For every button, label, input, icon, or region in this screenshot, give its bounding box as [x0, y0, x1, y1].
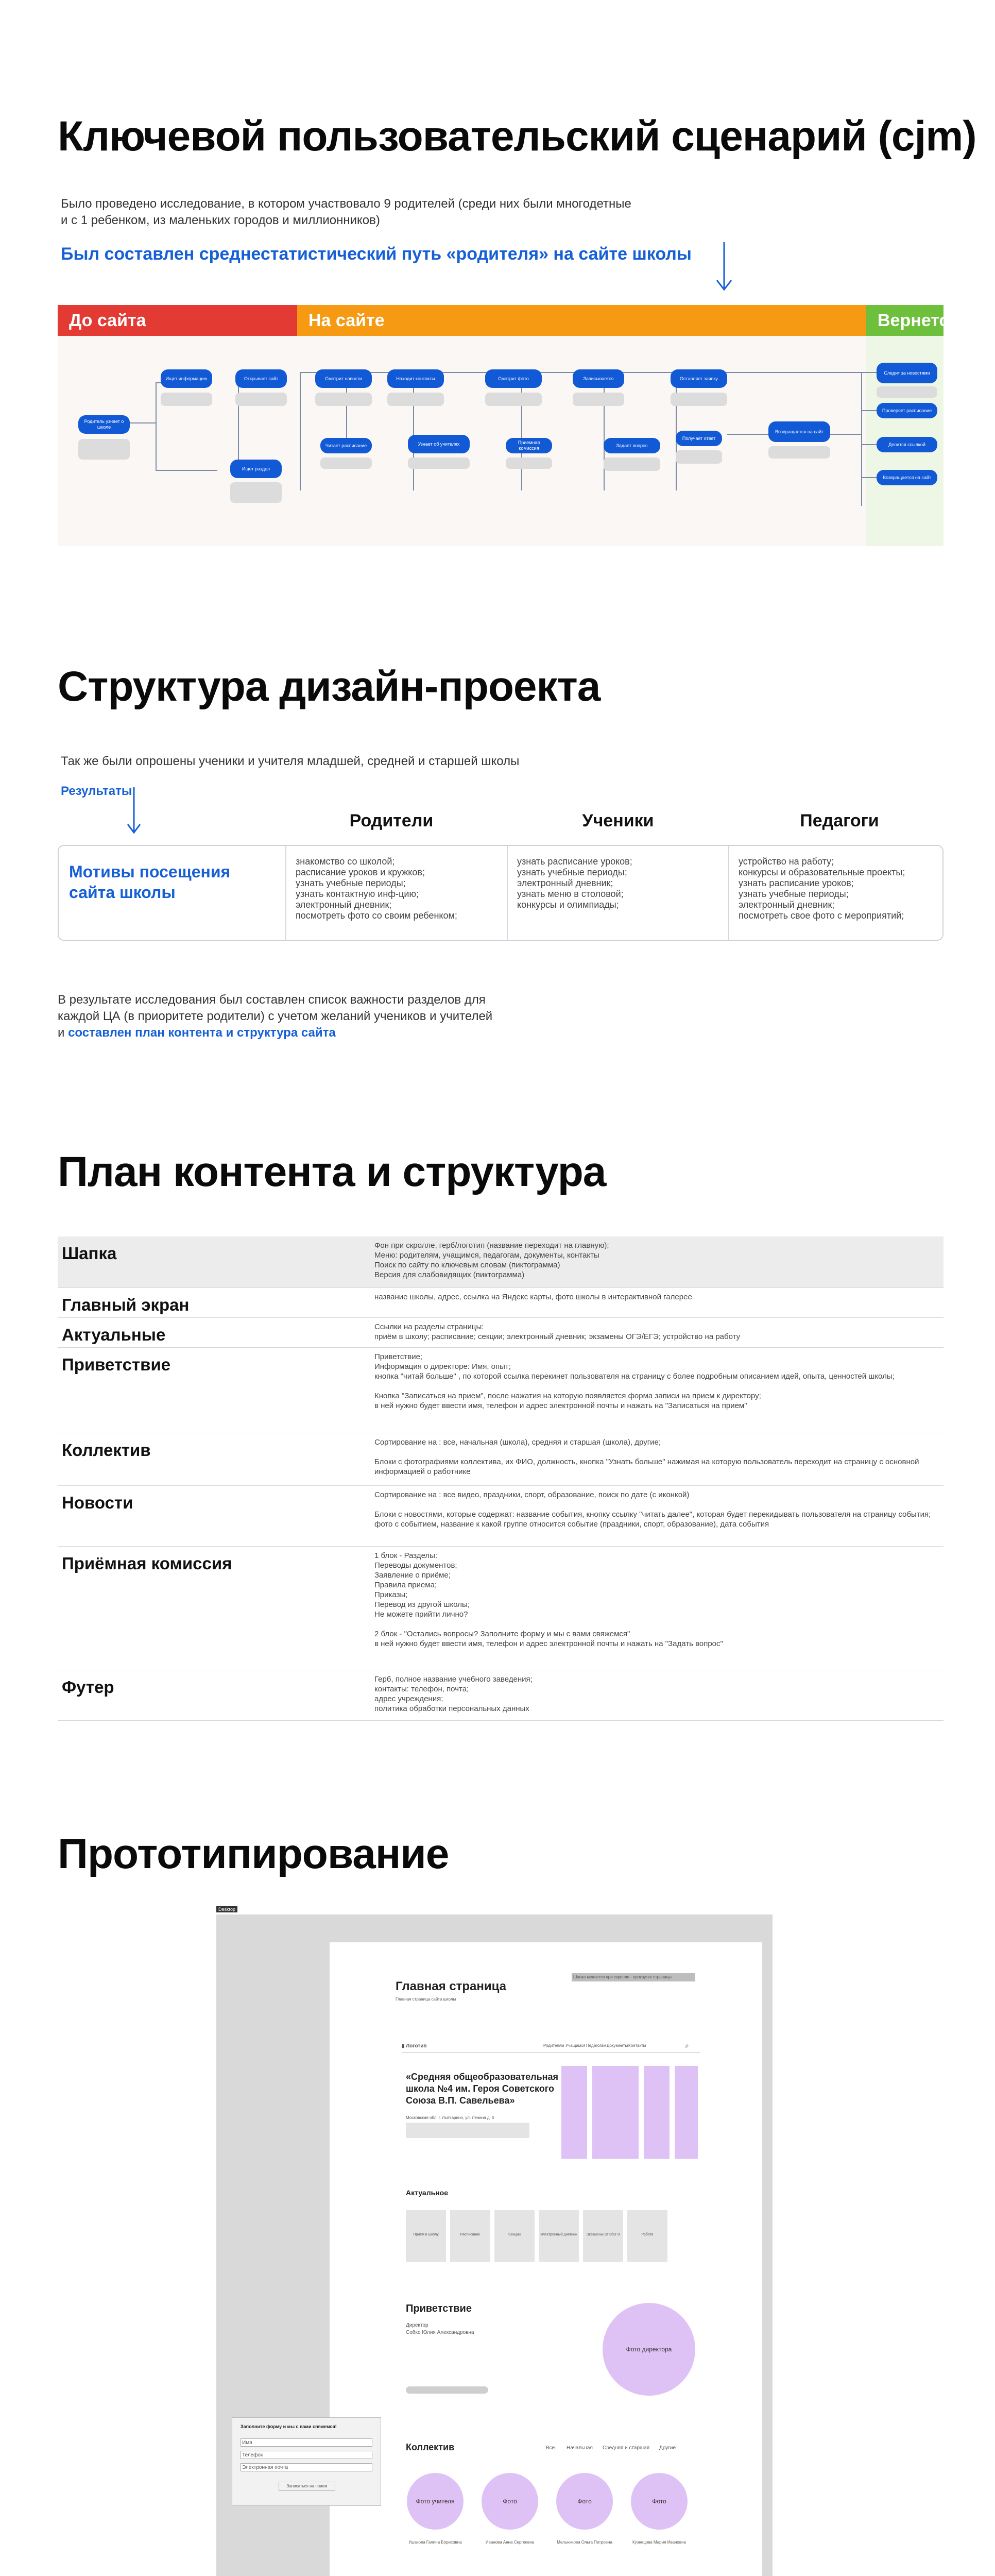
- motives-row-label: Мотивы посещения сайта школы: [69, 862, 231, 902]
- arrow-down-icon: [714, 242, 734, 292]
- appointment-button[interactable]: [406, 2386, 488, 2394]
- content-row: Новости Сортирование на : все видео, праздники, спорт, образование, поиск по дате (с иконкой) Блоки с новостями, которые содержат: название события, кнопку ссылку "читать далее", которая будет перекидывать пользователя на страницу события; фото с событием, название к какой группе относится событие (праздники, спорт, образование), дата события: [58, 1486, 943, 1547]
- prototype-page: Главная страница Главная страница сайта школы Шапка меняется при скролле - прокрутке страницы ▮ Логотип Родителям Учащимся Педагогам Документы Контакты ⌕ «Средняя общеобразовательная школа №4 им. Героя Советского Союза В.П. Савельева» Московская обл. г. Лыткарино, ул. Ленина д. 5 Актуальное Приём в школу Расписание Секции Электронный дневник Экзамены ОГЭ/ЕГЭ Работа Приветствие Директор Собко Юлия Александровна Фото директора Коллектив Все Начальная Средняя и старшая Другие Фото учителя Фото Фото Фото Ушакова Галина Борисовна Иванова Анна Сергеевна Мельникова Ольга Петровна Кузнецова Мария Ивановна: [330, 1942, 762, 2576]
- content-row: Футер Герб, полное название учебного заведения; контакты: телефон, почта; адрес учреждения; политика обработки персональных данных: [58, 1670, 943, 1721]
- cjm-node: Ищет информацию: [161, 369, 212, 388]
- content-row: Приветствие Приветствие; Информация о директоре: Имя, опыт; кнопка "читай больше" , по которой ссылка перекинет пользователя на страницу с более подробным описанием идей, опыта, ценностей школы; Кнопка "Записаться на прием", после нажатия на которую появляется форма записи на прием к директору; в ней нужно будет ввести имя, телефон и адрес электронной почты и нажать на "Записаться на прием": [58, 1348, 943, 1433]
- cjm-map: [58, 305, 959, 546]
- cjm-node: Читает расписание: [320, 438, 372, 453]
- motives-table: [58, 845, 943, 941]
- cjm-node: Находит контакты: [387, 369, 444, 388]
- parents-motives: знакомство со школой; расписание уроков и кружков; узнать учебные периоды; узнать контактную инф-цию; электронный дневник; посмотреть фото со своим ребенком;: [296, 856, 457, 921]
- team-title: Коллектив: [406, 2442, 455, 2452]
- students-motives: узнать расписание уроков; узнать учебные периоды; электронный дневник; узнать меню в столовой; конкурсы и олимпиады;: [517, 856, 632, 910]
- cjm-node: Записывается: [573, 369, 624, 388]
- phase-on-site: На сайте: [297, 305, 866, 336]
- cjm-node: Возвращается на сайт: [877, 470, 937, 485]
- cjm-node: Получает ответ: [676, 431, 722, 446]
- column-teachers: Педагоги: [800, 811, 879, 831]
- column-parents: Родители: [349, 811, 434, 831]
- cjm-node: Задает вопрос: [604, 438, 660, 453]
- column-students: Ученики: [582, 811, 654, 831]
- cjm-node: Смотрит новости: [315, 369, 372, 388]
- page-title: Главная страница: [396, 1979, 507, 1993]
- cjm-node: Приемная комиссия: [506, 438, 552, 453]
- content-row: Шапка Фон при скролле, герб/логотип (название переходит на главную); Меню: родителям, учащимся, педагогам, документы, контакты Поиск по сайту по ключевым словам (пиктограмма) Версия для слабовидящих (пиктограмма): [58, 1236, 943, 1288]
- cjm-node: Открывает сайт: [235, 369, 287, 388]
- content-row: Приёмная комиссия 1 блок - Разделы: Переводы документов; Заявление о приёме; Правила приема; Приказы; Перевод из другой школы; Не можете прийти лично? 2 блок - "Остались вопросы? Заполните форму и мы с вами свяжемся" в ней нужно будет ввести имя, телефон и адрес электронной почты и нажать на "Задать вопрос": [58, 1547, 943, 1670]
- results-label: Результаты: [61, 784, 132, 798]
- content-row: Главный экран название школы, адрес, ссылка на Яндекс карты, фото школы в интерактивной галерее: [58, 1288, 943, 1318]
- director-photo: Фото директора: [603, 2303, 695, 2396]
- nav-item[interactable]: Контакты: [628, 2043, 646, 2048]
- search-icon[interactable]: ⌕: [685, 2041, 689, 2049]
- actual-title: Актуальное: [406, 2189, 449, 2197]
- nav-item[interactable]: Документы: [607, 2043, 628, 2048]
- phase-returns: Вернется: [866, 305, 943, 336]
- cjm-node: Проверяет расписание: [877, 403, 937, 418]
- cjm-node: Делится ссылкой: [877, 437, 937, 452]
- content-row: Актуальные Ссылки на разделы страницы: приём в школу; расписание; секции; электронный дневник; экзамены ОГЭ/ЕГЭ; устройство на работу: [58, 1318, 943, 1348]
- cjm-node: Возвращается на сайт: [768, 421, 830, 442]
- nav-item[interactable]: Педагогам: [586, 2043, 607, 2048]
- frame-tag: Desktop: [216, 1906, 237, 1912]
- structure-title: Структура дизайн-проекта: [58, 663, 601, 710]
- nav-item[interactable]: Родителям: [543, 2043, 564, 2048]
- cjm-node: Ищет раздел: [230, 460, 282, 478]
- prototype-title: Прототипирование: [58, 1831, 449, 1877]
- arrow-down-icon: [126, 787, 142, 835]
- cjm-node: Родитель узнает о школе: [78, 415, 130, 434]
- structure-conclusion: В результате исследования был составлен список важности разделов для каждой ЦА (в приоритете родители) с учетом желаний учеников и учителей и составлен план контента и структура сайта: [58, 993, 493, 1040]
- hero-title: «Средняя общеобразовательная школа №4 им. Героя Советского Союза В.П. Савельева»: [406, 2072, 559, 2106]
- cjm-highlight: Был составлен среднестатистический путь «родителя» на сайте школы: [61, 244, 692, 264]
- greeting-title: Приветствие: [406, 2303, 472, 2314]
- cjm-intro: Было проведено исследование, в котором участвовало 9 родителей (среди них были многодетные и с 1 ребенком, из маленьких городов и миллионников): [61, 197, 631, 227]
- structure-intro: Так же были опрошены ученики и учителя младшей, средней и старшей школы: [61, 754, 520, 768]
- phase-before-site: До сайта: [58, 305, 297, 336]
- content-plan-title: План контента и структура: [58, 1148, 606, 1195]
- cjm-node: Смотрит фото: [485, 369, 542, 388]
- nav-item[interactable]: Учащимся: [565, 2043, 586, 2048]
- cjm-node: Узнает об учителях: [408, 435, 470, 453]
- comment: Шапка меняется при скролле - прокрутке страницы: [572, 1973, 695, 1981]
- cjm-node: Оставляет заявку: [671, 369, 727, 388]
- cjm-node: Следит за новостями: [877, 363, 937, 383]
- teachers-motives: устройство на работу; конкурсы и образовательные проекты; узнать расписание уроков; узнать учебные периоды; электронный дневник; посмотреть свое фото с мероприятий;: [739, 856, 905, 921]
- cjm-title: Ключевой пользовательский сценарий (cjm): [58, 113, 976, 160]
- appointment-popup: Заполните форму и мы с вами свяжемся! Имя Телефон Электронная почта Записаться на прием: [232, 2417, 381, 2506]
- content-row: Коллектив Сортирование на : все, начальная (школа), средняя и старшая (школа), другие; Блоки с фотографиями коллектива, их ФИО, должность, кнопка "Узнать больше" нажимая на которую пользователь переходит на страницу с основной информацией о работнике: [58, 1433, 943, 1486]
